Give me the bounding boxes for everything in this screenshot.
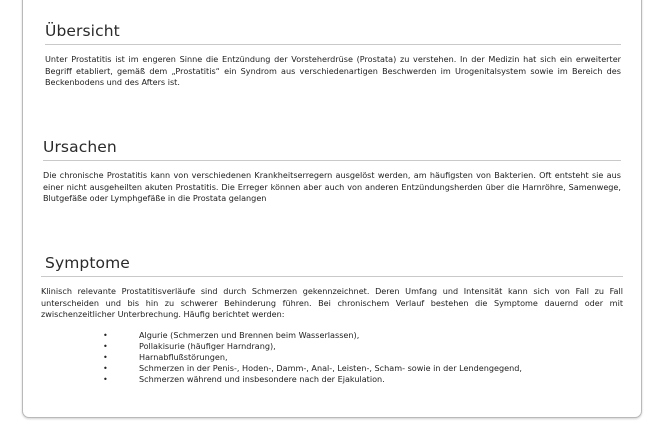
list-item bbox=[41, 352, 623, 363]
bullet-icon: • bbox=[103, 362, 108, 373]
section-divider bbox=[43, 160, 621, 161]
content-card bbox=[22, 0, 642, 418]
bullet-icon: • bbox=[103, 340, 108, 351]
list-item bbox=[41, 330, 623, 341]
section-title-ursachen: Ursachen bbox=[43, 138, 117, 156]
list-item-text: Algurie (Schmerzen und Brennen beim Wasserlassen), bbox=[139, 329, 360, 340]
section-text-symptome: Klinisch relevante Prostatitisverläufe sind durch Schmerzen gekennzeichnet. Deren Umfang und Intensität kann sich von Fall zu Fall unterscheiden und bis hin zu schwerer Behinderung führen. Bei chronischem Verlauf bestehen die Symptome dauernd oder mit zwischenzeitlicher Unterbrechung. Häufig berichtet werden: bbox=[41, 286, 623, 319]
list-item bbox=[41, 341, 623, 352]
symptom-list bbox=[41, 330, 623, 385]
section-text-ursachen: Die chronische Prostatitis kann von verschiedenen Krankheitserregern ausgelöst werden, am häufigsten von Bakterien. Oft entsteht sie aus einer nicht ausgeheilten akuten Prostatitis. Die Erreger können aber auch von anderen Entzündungsherden über die Harnröhre, Samenwege, Blutgefäße oder Lymphgefäße in die Prostata gelangen bbox=[43, 170, 621, 203]
bullet-icon: • bbox=[103, 373, 108, 384]
list-item-text: Harnabflußstörungen, bbox=[139, 351, 228, 362]
list-item-text: Pollakisurie (häufiger Harndrang), bbox=[139, 340, 276, 351]
section-title-symptome: Symptome bbox=[45, 254, 130, 272]
section-title-uebersicht: Übersicht bbox=[45, 22, 120, 40]
list-item-text: Schmerzen in der Penis-, Hoden-, Damm-, Anal-, Leisten-, Scham- sowie in der Lendengegend, bbox=[139, 362, 522, 373]
section-ursachen bbox=[43, 137, 621, 205]
list-item bbox=[41, 363, 623, 374]
list-item bbox=[41, 374, 623, 385]
list-item-text: Schmerzen während und insbesondere nach der Ejakulation. bbox=[139, 373, 385, 384]
section-uebersicht bbox=[45, 21, 621, 89]
bullet-icon: • bbox=[103, 351, 108, 362]
bullet-icon: • bbox=[103, 329, 108, 340]
section-divider bbox=[41, 276, 623, 277]
section-divider bbox=[45, 44, 621, 45]
section-symptome bbox=[41, 253, 623, 385]
section-text-uebersicht: Unter Prostatitis ist im engeren Sinne die Entzündung der Vorsteherdrüse (Prostata) zu verstehen. In der Medizin hat sich ein erweiterter Begriff etabliert, gemäß dem „Prostatitis“ ein Syndrom aus verschiedenartigen Beschwerden im Urogenitalsystem sowie im Bereich des Beckenbodens und des Afters ist. bbox=[45, 54, 621, 87]
